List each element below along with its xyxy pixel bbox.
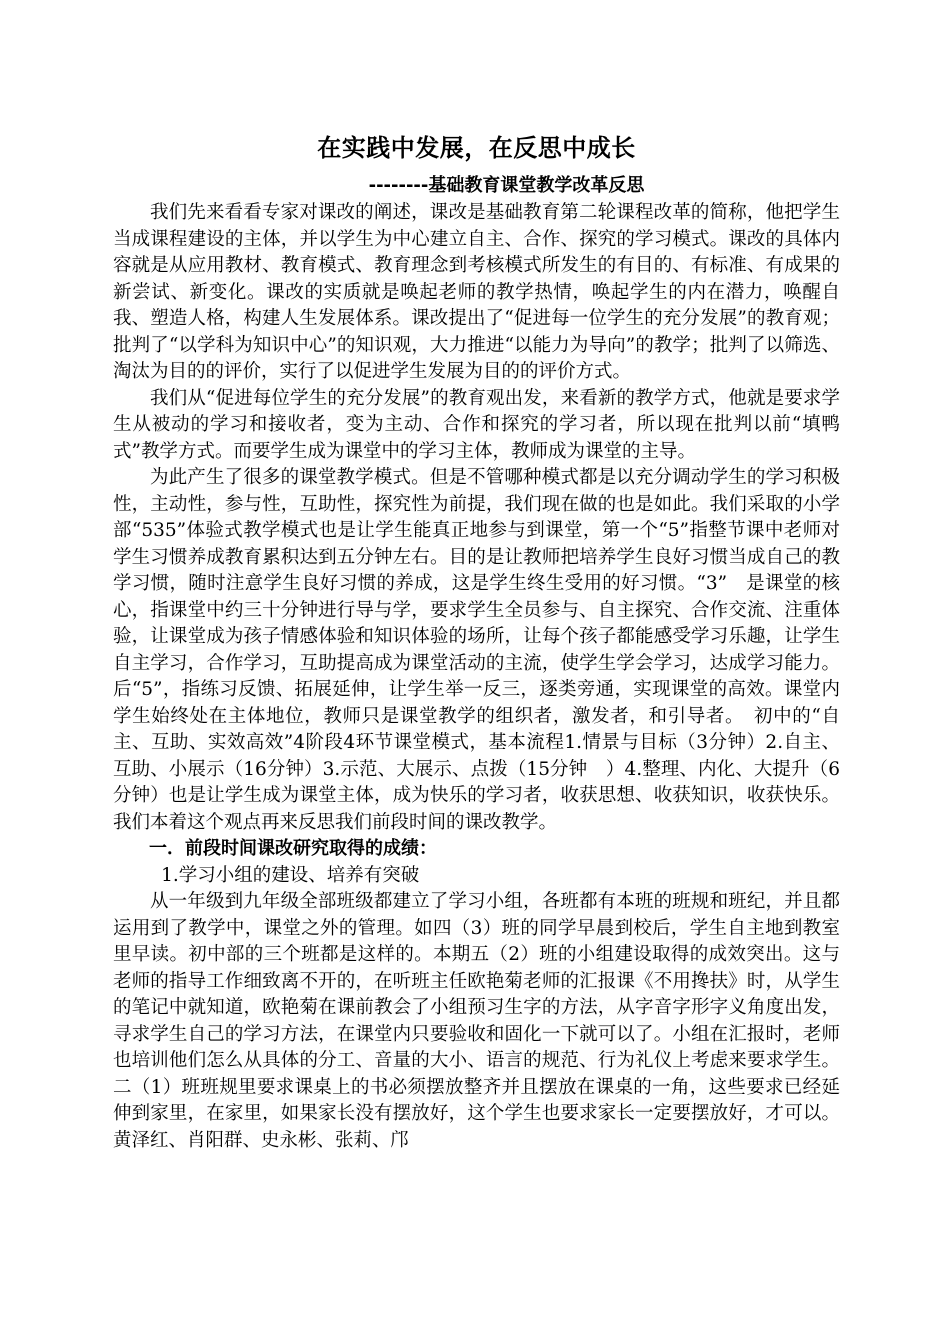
document-page	[113, 130, 840, 1154]
paragraph-study-groups: 从一年级到九年级全部班级都建立了学习小组，各班都有本班的班规和班纪，并且都运用到了教学中，课堂之外的管理。如四（3）班的同学早晨到校后，学生自主地到教室里早读。初中部的三个班都是这样的。本期五（2）班的小组建设取得的成效突出。这与老师的指导工作细致离不开的，在听班主任欧艳菊老师的汇报课《不用搀扶》时，从学生的笔记中就知道，欧艳菊在课前教会了小组预习生字的方法，从字音字形字义角度出发，寻求学生自己的学习方法，在课堂内只要验收和固化一下就可以了。小组在汇报时，老师也培训他们怎么从具体的分工、音量的大小、语言的规范、行为礼仪上考虑来要求学生。二（1）班班规里要求课桌上的书必须摆放整齐并且摆放在课桌的一角，这些要求已经延伸到家里，在家里，如果家长没有摆放好，这个学生也要求家长一定要摆放好，才可以。黄泽红、肖阳群、史永彬、张莉、邝	[113, 891, 840, 1151]
section-heading-achievements: 一．前段时间课改研究取得的成绩：	[149, 838, 437, 859]
paragraph-curriculum-reform-definition: 我们先来看看专家对课改的阐述，课改是基础教育第二轮课程改革的简称，他把学生当成课程建设的主体，并以学生为中心建立自主、合作、探究的学习模式。课改的具体内容就是从应用教材、教育模式、教育理念到考核模式所发生的有目的、有标准、有成果的新尝试、新变化。课改的实质就是唤起老师的教学热情，唤起学生的内在潜力，唤醒自我、塑造人格，构建人生发展体系。课改提出了“促进每一位学生的充分发展”的教育观；批判了“以学科为知识中心”的知识观，大力推进“以能力为导向”的教学；批判了以筛选、淘汰为目的的评价，实行了以促进学生发展为目的的评价方式。	[113, 202, 840, 382]
paragraph-teaching-models: 为此产生了很多的课堂教学模式。但是不管哪种模式都是以充分调动学生的学习积极性，主动性，参与性，互助性，探究性为前提，我们现在做的也是如此。我们采取的小学部“535”体验式教学模式也是让学生能真正地参与到课堂，第一个“5”指整节课中老师对学生习惯养成教育累积达到五分钟左右。目的是让教师把培养学生良好习惯当成自己的教学习惯，随时注意学生良好习惯的养成，这是学生终生受用的好习惯。“3” 是课堂的核心，指课堂中约三十分钟进行导与学，要求学生全员参与、自主探究、合作交流、注重体验，让课堂成为孩子情感体验和知识体验的场所，让每个孩子都能感受学习乐趣，让学生自主学习，合作学习，互助提高成为课堂活动的主流，使学生学会学习，达成学习能力。后“5”，指练习反馈、拓展延伸，让学生举一反三，逐类旁通，实现课堂的高效。课堂内学生始终处在主体地位，教师只是课堂教学的组织者，激发者，和引导者。 初中的“自主、互助、实效高效”4阶段4环节课堂模式，基本流程1.情景与目标（3分钟）2.自主、互助、小展示（16分钟）3.示范、大展示、点拨（15分钟 ）4.整理、内化、大提升（6分钟）也是让学生成为课堂主体，成为快乐的学习者，收获思想、收获知识，收获快乐。我们本着这个观点再来反思我们前段时间的课改教学。	[113, 467, 840, 833]
document-subtitle: --------基础教育课堂教学改革反思	[368, 175, 645, 196]
document-title: 在实践中发展，在反思中成长	[317, 134, 636, 162]
paragraph-teaching-approach: 我们从“促进每位学生的充分发展”的教育观出发，来看新的教学方式，他就是要求学生从被动的学习和接收者，变为主动、合作和探究的学习者，所以现在批判以前“填鸭式”教学方式。而要学生成为课堂中的学习主体，教师成为课堂的主导。	[113, 387, 840, 462]
subheading-study-groups: 1.学习小组的建设、培养有突破	[161, 864, 420, 886]
